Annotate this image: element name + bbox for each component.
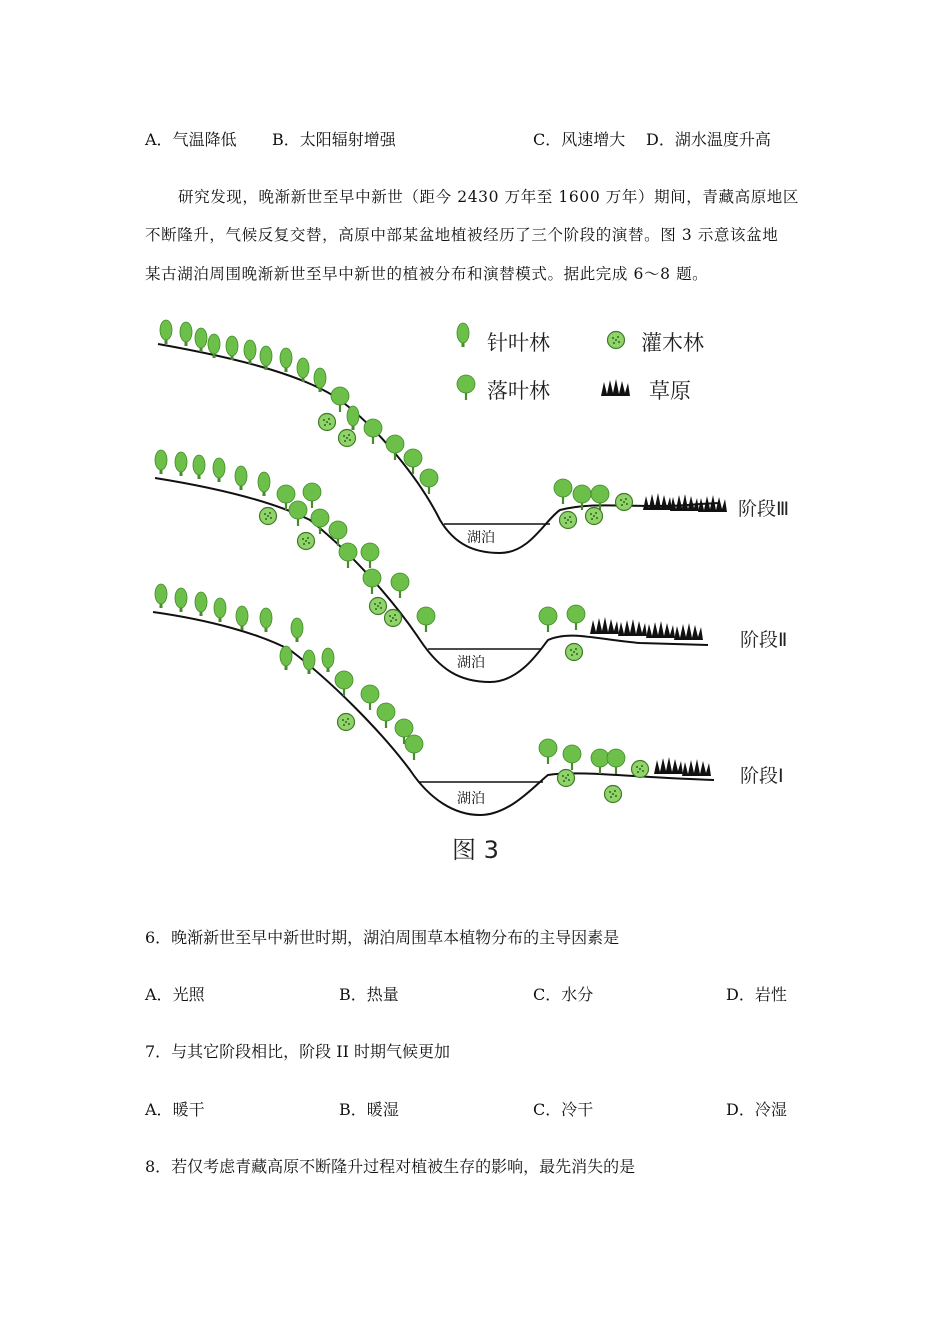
stage-1-lake-label: 湖泊 — [457, 791, 485, 807]
legend-conifer-icon — [457, 323, 469, 347]
legend-grass-icon — [601, 379, 630, 396]
legend-shrub-icon — [608, 332, 625, 349]
q7-option-b[interactable]: B．暖湿 — [339, 1100, 399, 1119]
intro-line-3: 某古湖泊周围晚渐新世至早中新世的植被分布和演替模式。据此完成 6～8 题。 — [145, 265, 709, 283]
intro-line-1: 研究发现，晚渐新世至早中新世（距今 2430 万年至 1600 万年）期间，青藏高原地区 — [178, 188, 800, 206]
legend-deciduous-label: 落叶林 — [487, 379, 550, 403]
legend-conifer-label: 针叶林 — [487, 331, 550, 355]
stage-3-lake-label: 湖泊 — [467, 530, 495, 546]
stage-2-label: 阶段Ⅱ — [740, 629, 788, 651]
q5-option-b[interactable]: B．太阳辐射增强 — [272, 130, 396, 149]
figure-3 — [0, 300, 950, 880]
q7-option-c[interactable]: C．冷干 — [533, 1100, 594, 1119]
q7-stem: 7．与其它阶段相比，阶段 II 时期气候更加 — [145, 1042, 450, 1061]
q7-option-d[interactable]: D．冷湿 — [726, 1100, 787, 1119]
q5-option-a[interactable]: A．气温降低 — [145, 130, 237, 149]
q5-option-c[interactable]: C．风速增大 — [533, 130, 626, 149]
q5-option-d[interactable]: D．湖水温度升高 — [646, 130, 771, 149]
legend-grass-label: 草原 — [649, 379, 691, 403]
q6-option-c[interactable]: C．水分 — [533, 985, 594, 1004]
legend-shrub-label: 灌木林 — [641, 331, 704, 355]
q6-stem: 6．晚渐新世至早中新世时期，湖泊周围草本植物分布的主导因素是 — [145, 928, 620, 947]
figure-caption: 图 3 — [452, 836, 499, 864]
stage-1-label: 阶段Ⅰ — [740, 765, 784, 787]
stage-1-profile — [153, 584, 784, 815]
q6-option-b[interactable]: B．热量 — [339, 985, 399, 1004]
q8-stem: 8．若仅考虑青藏高原不断隆升过程对植被生存的影响，最先消失的是 — [145, 1157, 636, 1176]
q7-option-a[interactable]: A．暖干 — [145, 1100, 205, 1119]
q6-option-a[interactable]: A．光照 — [145, 985, 205, 1004]
stage-2-lake-label: 湖泊 — [457, 655, 485, 671]
intro-line-2: 不断隆升，气候反复交替，高原中部某盆地植被经历了三个阶段的演替。图 3 示意该盆地 — [145, 226, 779, 244]
legend — [457, 323, 704, 403]
q6-option-d[interactable]: D．岩性 — [726, 985, 787, 1004]
legend-deciduous-icon — [457, 375, 475, 400]
stage-3-label: 阶段Ⅲ — [738, 498, 790, 520]
stage-2-profile — [155, 450, 790, 682]
